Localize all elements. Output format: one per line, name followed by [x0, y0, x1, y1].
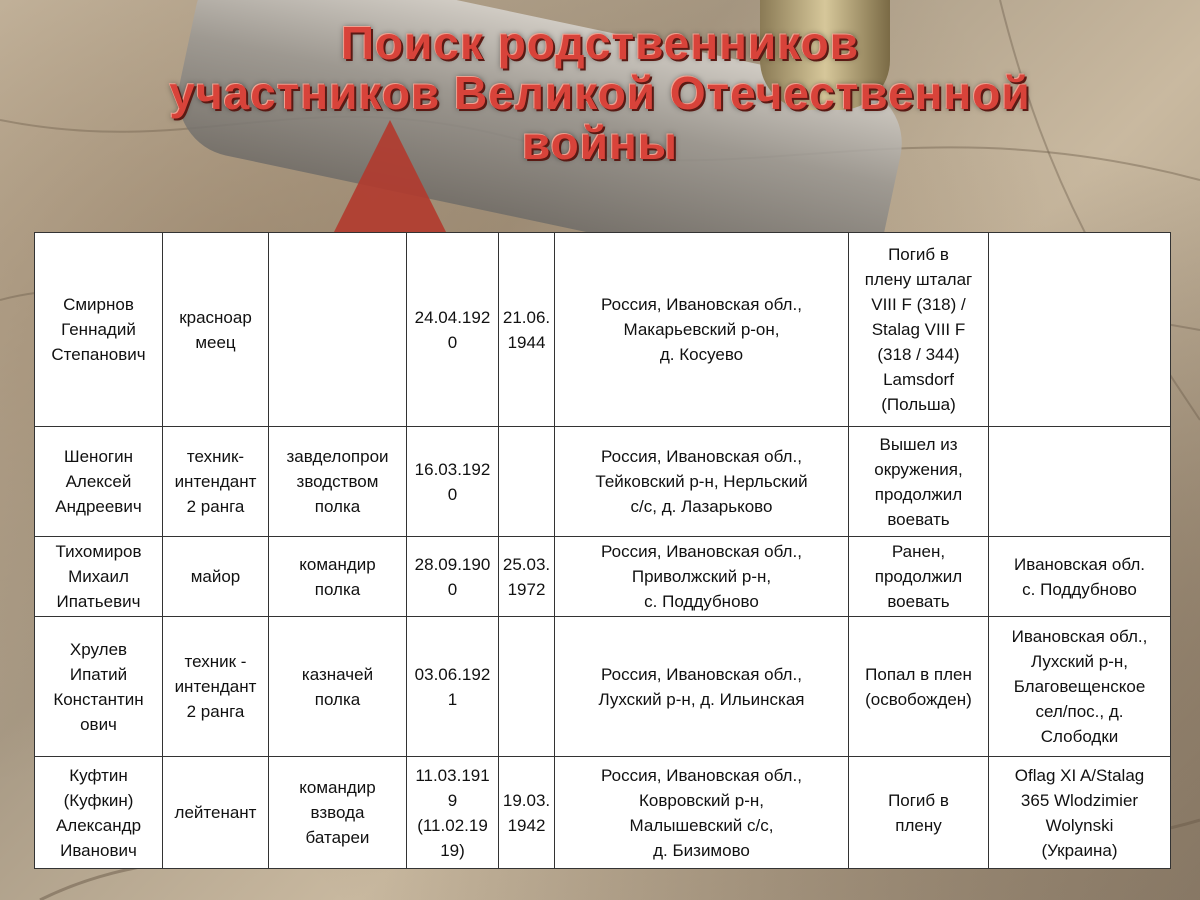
- cell-position: [269, 757, 407, 869]
- cell-birth: [407, 617, 499, 757]
- cell-death: [499, 427, 555, 537]
- cell-burial: [989, 617, 1171, 757]
- cell-line: д. Косуево: [659, 345, 744, 364]
- cell-name: [35, 537, 163, 617]
- cell-line: казначей: [301, 664, 374, 684]
- title-line: участников Великой Отечественной: [169, 67, 1031, 119]
- cell-line: плену: [895, 815, 942, 835]
- cell-line: 1942: [507, 815, 546, 835]
- cell-line: интендант: [174, 677, 257, 696]
- cell-line: командир: [299, 554, 376, 574]
- cell-line: (11.02.19: [417, 815, 488, 835]
- cell-line: Тейковский р-н, Нерльский: [595, 472, 808, 491]
- cell-line: Погиб в: [888, 790, 949, 810]
- cell-line: (Польша): [881, 395, 956, 414]
- cell-line: продолжил: [874, 484, 963, 504]
- cell-line: Приволжский р-н,: [631, 567, 772, 586]
- cell-line: VIII F (318) /: [871, 295, 966, 314]
- table-row: [35, 233, 1171, 427]
- cell-line: ович: [80, 714, 117, 734]
- cell-line: 25.03.: [502, 554, 551, 574]
- table-row: [35, 757, 1171, 869]
- cell-line: Лухский р-н,: [1030, 652, 1129, 671]
- veterans-table: [34, 232, 1171, 869]
- title-line: войны: [521, 117, 679, 169]
- cell-name: [35, 233, 163, 427]
- cell-line: Вышел из: [879, 434, 958, 454]
- cell-fate: [849, 757, 989, 869]
- cell-line: Геннадий: [61, 320, 136, 339]
- cell-line: Lamsdorf: [883, 370, 954, 389]
- cell-origin: [555, 537, 849, 617]
- cell-origin: [555, 233, 849, 427]
- cell-position: [269, 427, 407, 537]
- cell-fate: [849, 617, 989, 757]
- cell-line: Михаил: [68, 567, 129, 586]
- cell-fate: [849, 427, 989, 537]
- cell-birth: [407, 757, 499, 869]
- cell-name: [35, 427, 163, 537]
- cell-line: Малышевский с/с,: [629, 815, 774, 835]
- cell-line: 28.09.190: [414, 554, 491, 574]
- cell-line: Шеногин: [64, 447, 133, 466]
- cell-line: Россия, Ивановская обл.,: [601, 664, 802, 684]
- cell-line: полка: [314, 497, 361, 516]
- cell-death: [499, 617, 555, 757]
- cell-line: плену шталаг: [864, 270, 973, 289]
- cell-line: Иванович: [60, 840, 137, 860]
- cell-line: Константин: [53, 689, 144, 709]
- cell-line: интендант: [174, 472, 257, 491]
- cell-line: 0: [447, 484, 458, 504]
- cell-line: Stalag VIII F: [871, 320, 966, 339]
- cell-name: [35, 757, 163, 869]
- cell-death: [499, 233, 555, 427]
- cell-line: Россия, Ивановская обл.,: [601, 542, 802, 561]
- cell-line: 9: [447, 790, 458, 810]
- cell-line: Благовещенское: [1013, 677, 1146, 696]
- cell-rank: [163, 233, 269, 427]
- cell-line: меец: [195, 332, 236, 352]
- cell-line: Погиб в: [888, 245, 949, 264]
- cell-rank: [163, 427, 269, 537]
- cell-line: Алексей: [65, 472, 132, 491]
- cell-line: Ипатьевич: [56, 592, 141, 611]
- cell-line: 2 ранга: [186, 497, 245, 516]
- cell-line: Россия, Ивановская обл.,: [601, 295, 802, 314]
- title-line: Поиск родственников: [340, 17, 859, 69]
- cell-line: сел/пос., д.: [1035, 702, 1124, 721]
- cell-line: Ивановская обл.,: [1011, 627, 1148, 646]
- cell-line: Лухский р-н, д. Ильинская: [598, 689, 805, 709]
- cell-birth: [407, 537, 499, 617]
- cell-burial: [989, 537, 1171, 617]
- cell-fate: [849, 233, 989, 427]
- table-row: [35, 427, 1171, 537]
- cell-burial: [989, 233, 1171, 427]
- cell-position: [269, 537, 407, 617]
- cell-rank: [163, 757, 269, 869]
- cell-line: (318 / 344): [877, 345, 960, 364]
- cell-line: Александр: [55, 815, 142, 835]
- cell-line: 0: [447, 579, 458, 599]
- cell-line: Смирнов: [63, 295, 134, 314]
- cell-name: [35, 617, 163, 757]
- cell-line: 1944: [507, 332, 546, 352]
- cell-line: красноар: [179, 307, 252, 327]
- cell-fate: [849, 537, 989, 617]
- cell-line: лейтенант: [174, 803, 257, 822]
- cell-line: Куфтин: [69, 765, 128, 785]
- cell-line: полка: [314, 689, 361, 709]
- cell-line: Oflag XI A/Stalag: [1014, 765, 1145, 785]
- cell-line: Ипатий: [69, 664, 128, 684]
- cell-line: Хрулев: [69, 639, 128, 659]
- cell-line: 16.03.192: [414, 459, 491, 479]
- cell-line: техник-: [186, 447, 245, 466]
- cell-line: (освобожден): [865, 689, 972, 709]
- cell-line: Андреевич: [55, 497, 142, 516]
- cell-position: [269, 617, 407, 757]
- cell-burial: [989, 757, 1171, 869]
- table-row: [35, 537, 1171, 617]
- cell-line: Попал в плен: [865, 664, 972, 684]
- cell-line: Россия, Ивановская обл.,: [601, 765, 802, 785]
- cell-line: завделопрои: [286, 447, 389, 466]
- cell-line: воевать: [887, 509, 950, 529]
- page-title: [0, 18, 1200, 168]
- table-row: [35, 617, 1171, 757]
- cell-line: 19): [440, 840, 465, 860]
- cell-origin: [555, 427, 849, 537]
- cell-line: Ивановская обл.: [1014, 554, 1145, 574]
- cell-origin: [555, 757, 849, 869]
- cell-line: Ковровский р-н,: [638, 790, 765, 810]
- cell-line: полка: [314, 579, 361, 599]
- cell-line: взвода: [310, 803, 365, 822]
- cell-line: техник -: [184, 652, 247, 671]
- cell-line: (Куфкин): [63, 790, 134, 810]
- cell-line: с/с, д. Лазарьково: [630, 497, 773, 516]
- cell-line: зводством: [296, 472, 379, 491]
- cell-line: окружения,: [874, 459, 963, 479]
- cell-line: 2 ранга: [186, 702, 245, 721]
- cell-rank: [163, 537, 269, 617]
- cell-death: [499, 537, 555, 617]
- cell-origin: [555, 617, 849, 757]
- cell-line: Wolynski: [1045, 815, 1114, 835]
- cell-line: 03.06.192: [414, 664, 491, 684]
- cell-death: [499, 757, 555, 869]
- cell-line: с. Поддубново: [644, 592, 759, 611]
- cell-birth: [407, 233, 499, 427]
- cell-line: 21.06.: [502, 307, 551, 327]
- cell-line: майор: [190, 567, 241, 586]
- cell-line: 365 Wlodzimier: [1020, 790, 1139, 810]
- cell-line: командир: [299, 778, 376, 797]
- cell-line: (Украина): [1041, 840, 1118, 860]
- cell-line: 11.03.191: [415, 765, 490, 785]
- cell-position: [269, 233, 407, 427]
- cell-line: 24.04.192: [414, 307, 491, 327]
- cell-line: Степанович: [51, 345, 146, 364]
- cell-burial: [989, 427, 1171, 537]
- cell-birth: [407, 427, 499, 537]
- cell-line: Макарьевский р-он,: [623, 320, 780, 339]
- cell-line: Ранен,: [891, 542, 946, 561]
- cell-line: с. Поддубново: [1022, 579, 1137, 599]
- cell-line: продолжил: [874, 567, 963, 586]
- cell-line: 0: [447, 332, 458, 352]
- cell-line: 1: [447, 689, 458, 709]
- cell-line: 1972: [507, 579, 546, 599]
- cell-line: Тихомиров: [55, 542, 142, 561]
- cell-line: батареи: [305, 828, 370, 847]
- cell-rank: [163, 617, 269, 757]
- cell-line: д. Бизимово: [653, 840, 750, 860]
- cell-line: воевать: [887, 592, 950, 611]
- cell-line: Россия, Ивановская обл.,: [601, 447, 802, 466]
- cell-line: Слободки: [1040, 727, 1119, 746]
- cell-line: 19.03.: [502, 790, 551, 810]
